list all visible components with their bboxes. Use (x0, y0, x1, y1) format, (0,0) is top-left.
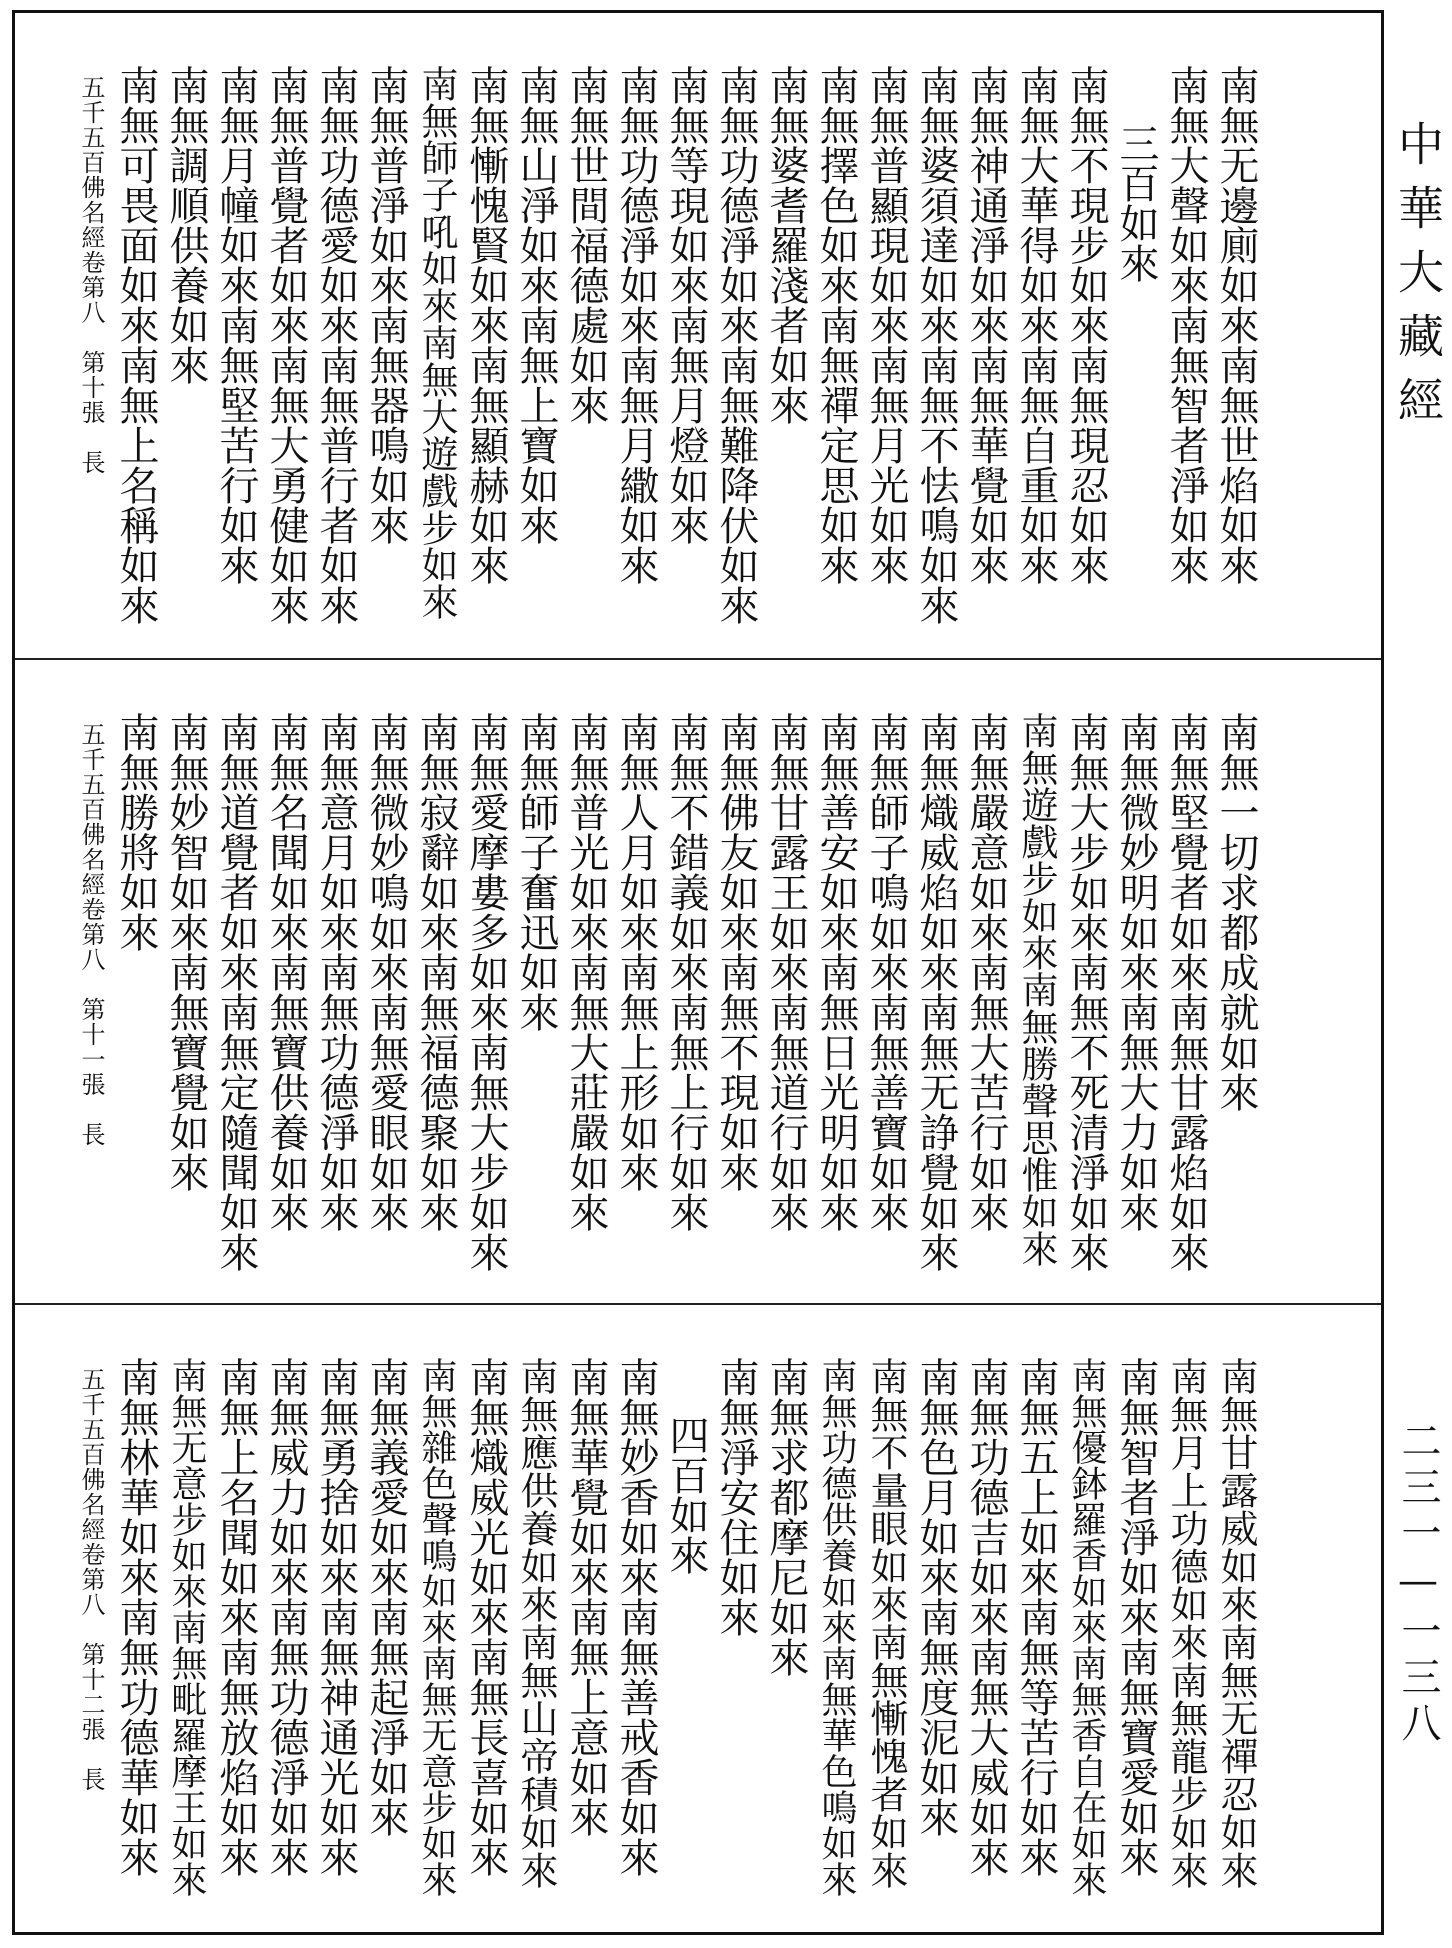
text-column (111, 660, 161, 1303)
buddha-name-upper: 南無熾威焰如來 (913, 712, 959, 992)
buddha-name-lower: 南無功德華如來 (113, 1597, 159, 1877)
buddha-name-lower: 南無慚愧者如來 (864, 1623, 908, 1889)
buddha-name-lower: 南無大勇健如來 (263, 345, 309, 625)
buddha-name-upper: 南無婆須達如來 (913, 65, 959, 345)
buddha-name-lower: 南無智者淨如來 (1163, 305, 1209, 585)
buddha-name-upper: 南無神通淨如來 (963, 65, 1009, 345)
footer-text: 五千五百佛名經卷第八 第十二張 長 (77, 1367, 105, 1792)
text-column (911, 13, 961, 658)
text-column (861, 660, 911, 1303)
text-column (561, 1305, 611, 1932)
buddha-name-lower: 南無大力如來 (1113, 992, 1159, 1232)
buddha-name-lower: 南無善寶如來 (863, 992, 909, 1232)
buddha-name-upper: 南無堅覺者如來 (1163, 712, 1209, 992)
text-column (711, 1305, 761, 1932)
buddha-name-lower: 南無上意如來 (563, 1597, 609, 1837)
buddha-name-lower: 南無大苦行如來 (963, 952, 1009, 1232)
buddha-name-upper: 南無名聞如來 (263, 712, 309, 952)
buddha-name-upper: 南無道覺者如來 (213, 712, 259, 992)
buddha-name-upper: 南無寂辭如來 (413, 712, 459, 952)
buddha-name-lower: 南無道行如來 (763, 992, 809, 1232)
buddha-name-upper: 南無普光如來 (563, 712, 609, 952)
text-column (261, 1305, 311, 1932)
buddha-name-lower: 南無上形如來 (613, 952, 659, 1192)
text-column (111, 13, 161, 658)
column-group (77, 13, 1261, 658)
buddha-name-upper: 南無微妙鳴如來 (363, 712, 409, 992)
buddha-name-upper: 南無威力如來 (263, 1357, 309, 1597)
text-column (1011, 660, 1061, 1303)
buddha-name-lower: 南無現忍如來 (1063, 345, 1109, 585)
buddha-name-lower: 南無毗羅摩王如來 (166, 1609, 207, 1897)
text-column (611, 1305, 661, 1932)
buddha-name-upper: 南無善安如來 (813, 712, 859, 952)
buddha-name-lower: 南無大威如來 (963, 1637, 1009, 1877)
buddha-name-lower: 南無神通光如來 (313, 1597, 359, 1877)
text-column (1211, 13, 1261, 658)
text-column (1061, 1305, 1111, 1932)
text-column (611, 660, 661, 1303)
buddha-name-lower: 南無月光如來 (863, 345, 909, 585)
buddha-name-upper: 南無遊戲步如來 (1015, 712, 1058, 971)
buddha-name-upper: 南無功德吉如來 (963, 1357, 1009, 1637)
buddha-name-upper: 南無林華如來 (113, 1357, 159, 1597)
buddha-name-upper: 南無應供養如來 (514, 1357, 558, 1623)
buddha-name-upper: 南無不現步如來 (1063, 65, 1109, 345)
text-column (661, 1305, 711, 1932)
text-column (161, 13, 211, 658)
buddha-name-lower: 南無定隨聞如來 (213, 992, 259, 1272)
buddha-name-upper: 四百如來 (663, 1415, 709, 1575)
text-column (561, 660, 611, 1303)
buddha-name-lower: 南無上名稱如來 (113, 345, 159, 625)
buddha-name-lower: 南無寶供養如來 (263, 952, 309, 1232)
buddha-name-lower: 南無堅苦行如來 (213, 305, 259, 585)
column-group (77, 660, 1261, 1303)
text-column (511, 13, 561, 658)
text-column (1211, 660, 1261, 1303)
buddha-name-upper: 南無不錯義如來 (663, 712, 709, 992)
buddha-name-lower: 南無甘露焰如來 (1163, 992, 1209, 1272)
buddha-name-upper: 南無擇色如來 (813, 65, 859, 305)
text-column (411, 1305, 461, 1932)
text-column (211, 13, 261, 658)
text-column (711, 13, 761, 658)
buddha-name-upper: 南無功德淨如來 (713, 65, 759, 345)
buddha-name-upper: 三百如來 (1113, 123, 1159, 283)
text-column (1011, 13, 1061, 658)
sutra-panel-3 (15, 1303, 1381, 1932)
text-column (961, 660, 1011, 1303)
text-column (1011, 1305, 1061, 1932)
buddha-name-upper: 南無普淨如來 (363, 65, 409, 305)
buddha-name-lower: 南無日光明如來 (813, 952, 859, 1232)
page-frame (12, 10, 1384, 1935)
buddha-name-upper: 南無大步如來 (1063, 712, 1109, 952)
buddha-name-upper: 南無意月如來 (313, 712, 359, 952)
buddha-name-lower: 南無不死清淨如來 (1063, 952, 1109, 1272)
buddha-name-lower: 南無大莊嚴如來 (563, 952, 609, 1232)
buddha-name-upper: 南無人月如來 (613, 712, 659, 952)
buddha-name-lower: 南無起淨如來 (363, 1597, 409, 1837)
page-number: 二三一—一三八 (1395, 1420, 1441, 1748)
buddha-name-upper: 南無普顯現如來 (863, 65, 909, 345)
text-column (1111, 660, 1161, 1303)
buddha-name-lower: 南無難降伏如來 (713, 345, 759, 625)
text-column (261, 13, 311, 658)
buddha-name-upper: 南無功德淨如來 (613, 65, 659, 345)
text-column (561, 13, 611, 658)
text-column (361, 660, 411, 1303)
buddha-name-lower: 南無勝聲思惟如來 (1015, 971, 1058, 1267)
text-column (1111, 1305, 1161, 1932)
buddha-name-upper: 南無勝將如來 (113, 712, 159, 952)
footer-text: 五千五百佛名經卷第八 第十一張 長 (77, 722, 105, 1147)
buddha-name-upper: 南無熾威光如來 (463, 1357, 509, 1637)
buddha-name-upper: 南無微妙明如來 (1113, 712, 1159, 992)
buddha-name-lower: 南無寶覺如來 (163, 952, 209, 1192)
buddha-name-lower: 南無无諍覺如來 (913, 992, 959, 1272)
buddha-name-upper: 南無愛摩婁多如來 (463, 712, 509, 1032)
text-column (1161, 1305, 1211, 1932)
buddha-name-lower: 南無香自在如來 (1066, 1645, 1107, 1897)
buddha-name-lower: 南無不怯鳴如來 (913, 345, 959, 625)
text-column (461, 13, 511, 658)
text-column (161, 660, 211, 1303)
buddha-name-upper: 南無上名聞如來 (213, 1357, 259, 1637)
buddha-name-upper: 南無甘露王如來 (763, 712, 809, 992)
text-column (311, 13, 361, 658)
buddha-name-lower: 南無華覺如來 (963, 345, 1009, 585)
buddha-name-upper: 南無智者淨如來 (1113, 1357, 1159, 1637)
text-column (411, 13, 461, 658)
buddha-name-upper: 南無求都摩尼如來 (763, 1357, 809, 1677)
side-title: 中華大藏經 (1391, 120, 1445, 440)
buddha-name-upper: 南無色月如來 (913, 1357, 959, 1597)
buddha-name-lower: 南無顯赫如來 (463, 345, 509, 585)
buddha-name-lower: 南無功德淨如來 (263, 1597, 309, 1877)
text-column (611, 13, 661, 658)
text-column (161, 1305, 211, 1932)
text-column (211, 1305, 261, 1932)
text-column (1111, 13, 1161, 658)
buddha-name-upper: 南無調順供養如來 (163, 65, 209, 385)
buddha-name-upper: 南無師子鳴如來 (863, 712, 909, 992)
buddha-name-lower: 南無放焰如來 (213, 1637, 259, 1877)
text-column (811, 13, 861, 658)
buddha-name-upper: 南無妙智如來 (163, 712, 209, 952)
buddha-name-upper: 南無雜色聲鳴如來 (416, 1357, 457, 1645)
buddha-name-lower: 南無禪定思如來 (813, 305, 859, 585)
buddha-name-lower: 南無度泥如來 (913, 1597, 959, 1837)
buddha-name-lower: 南無月燈如來 (663, 305, 709, 545)
buddha-name-lower: 南無大遊戲步如來 (415, 324, 458, 620)
buddha-name-upper: 南無无邊廁如來 (1213, 65, 1259, 345)
text-column (461, 660, 511, 1303)
text-column (911, 660, 961, 1303)
buddha-name-lower: 南無長喜如來 (463, 1637, 509, 1877)
text-column (1161, 660, 1211, 1303)
text-column (461, 1305, 511, 1932)
buddha-name-lower: 南無愛眼如來 (363, 992, 409, 1232)
buddha-name-upper: 南無優鉢羅香如來 (1066, 1357, 1107, 1645)
text-column (961, 1305, 1011, 1932)
text-column (661, 660, 711, 1303)
buddha-name-upper: 南無勇捨如來 (313, 1357, 359, 1597)
buddha-name-lower: 南無上行如來 (663, 992, 709, 1232)
buddha-name-upper: 南無五上如來 (1013, 1357, 1059, 1597)
sutra-panel-1 (15, 13, 1381, 658)
buddha-name-upper: 南無山淨如來 (513, 65, 559, 305)
buddha-name-lower: 南無上寶如來 (513, 305, 559, 545)
buddha-name-upper: 南無嚴意如來 (963, 712, 1009, 952)
buddha-name-lower: 南無器鳴如來 (363, 305, 409, 545)
buddha-name-upper: 南無世間福德處如來 (563, 65, 609, 425)
buddha-name-lower: 南無无禪忍如來 (1214, 1623, 1258, 1889)
buddha-name-upper: 南無一切求都成就如來 (1213, 712, 1259, 1112)
text-column (1061, 660, 1111, 1303)
buddha-name-lower: 南無龍步如來 (1164, 1661, 1208, 1889)
buddha-name-upper: 南無義愛如來 (363, 1357, 409, 1597)
buddha-name-lower: 南無山帝積如來 (514, 1623, 558, 1889)
buddha-name-upper: 南無佛友如來 (713, 712, 759, 952)
buddha-name-upper: 南無等現如來 (663, 65, 709, 305)
text-column (1211, 1305, 1261, 1932)
text-column (511, 1305, 561, 1932)
text-column (361, 13, 411, 658)
buddha-name-lower: 南無功德淨如來 (313, 952, 359, 1232)
buddha-name-lower: 南無自重如來 (1013, 345, 1059, 585)
sutra-panel-2 (15, 658, 1381, 1303)
text-column (761, 13, 811, 658)
text-column (811, 660, 861, 1303)
buddha-name-upper: 南無普覺者如來 (263, 65, 309, 345)
buddha-name-upper: 南無師子奮迅如來 (513, 712, 559, 1032)
text-column (511, 660, 561, 1303)
scroll-footer (71, 13, 111, 658)
text-column (261, 660, 311, 1303)
text-column (411, 660, 461, 1303)
buddha-name-lower: 南無普行者如來 (313, 345, 359, 625)
text-column (961, 13, 1011, 658)
buddha-name-upper: 南無大華得如來 (1013, 65, 1059, 345)
text-column (111, 1305, 161, 1932)
buddha-name-lower: 南無无意步如來 (416, 1645, 457, 1897)
text-column (761, 1305, 811, 1932)
buddha-name-lower: 南無寶愛如來 (1113, 1637, 1159, 1877)
buddha-name-upper: 南無功德愛如來 (313, 65, 359, 345)
buddha-name-upper: 南無可畏面如來 (113, 65, 159, 345)
buddha-name-upper: 南無慚愧賢如來 (463, 65, 509, 345)
buddha-name-upper: 南無无意步如來 (166, 1357, 207, 1609)
buddha-name-lower: 南無世焰如來 (1213, 345, 1259, 585)
buddha-name-upper: 南無月幢如來 (213, 65, 259, 305)
buddha-name-upper: 南無大聲如來 (1163, 65, 1209, 305)
text-column (311, 1305, 361, 1932)
text-column (661, 13, 711, 658)
text-column (1061, 13, 1111, 658)
buddha-name-upper: 南無月上功德如來 (1164, 1357, 1208, 1661)
buddha-name-upper: 南無妙香如來 (613, 1357, 659, 1597)
text-column (911, 1305, 961, 1932)
buddha-name-lower: 南無不現如來 (713, 952, 759, 1192)
buddha-name-upper: 南無功德供養如來 (816, 1357, 857, 1645)
buddha-name-lower: 南無等苦行如來 (1013, 1597, 1059, 1877)
text-column (861, 1305, 911, 1932)
text-column (761, 660, 811, 1303)
buddha-name-lower: 南無大步如來 (463, 1032, 509, 1272)
footer-text: 五千五百佛名經卷第八 第十張 長 (77, 75, 105, 475)
text-column (861, 13, 911, 658)
text-column (811, 1305, 861, 1932)
text-column (311, 660, 361, 1303)
buddha-name-upper: 南無師子吼如來 (415, 65, 458, 324)
buddha-name-lower: 南無福德聚如來 (413, 952, 459, 1232)
column-group (77, 1305, 1261, 1932)
text-column (711, 660, 761, 1303)
buddha-name-upper: 南無華覺如來 (563, 1357, 609, 1597)
buddha-name-upper: 南無甘露威如來 (1214, 1357, 1258, 1623)
buddha-name-upper: 南無不量眼如來 (864, 1357, 908, 1623)
buddha-name-lower: 南無月繖如來 (613, 345, 659, 585)
buddha-name-upper: 南無淨安住如來 (713, 1357, 759, 1637)
scroll-footer (71, 1305, 111, 1932)
text-column (211, 660, 261, 1303)
buddha-name-upper: 南無婆耆羅淺者如來 (763, 65, 809, 425)
text-column (361, 1305, 411, 1932)
buddha-name-lower: 南無華色鳴如來 (816, 1645, 857, 1897)
buddha-name-lower: 南無善戒香如來 (613, 1597, 659, 1877)
text-column (1161, 13, 1211, 658)
scroll-footer (71, 660, 111, 1303)
